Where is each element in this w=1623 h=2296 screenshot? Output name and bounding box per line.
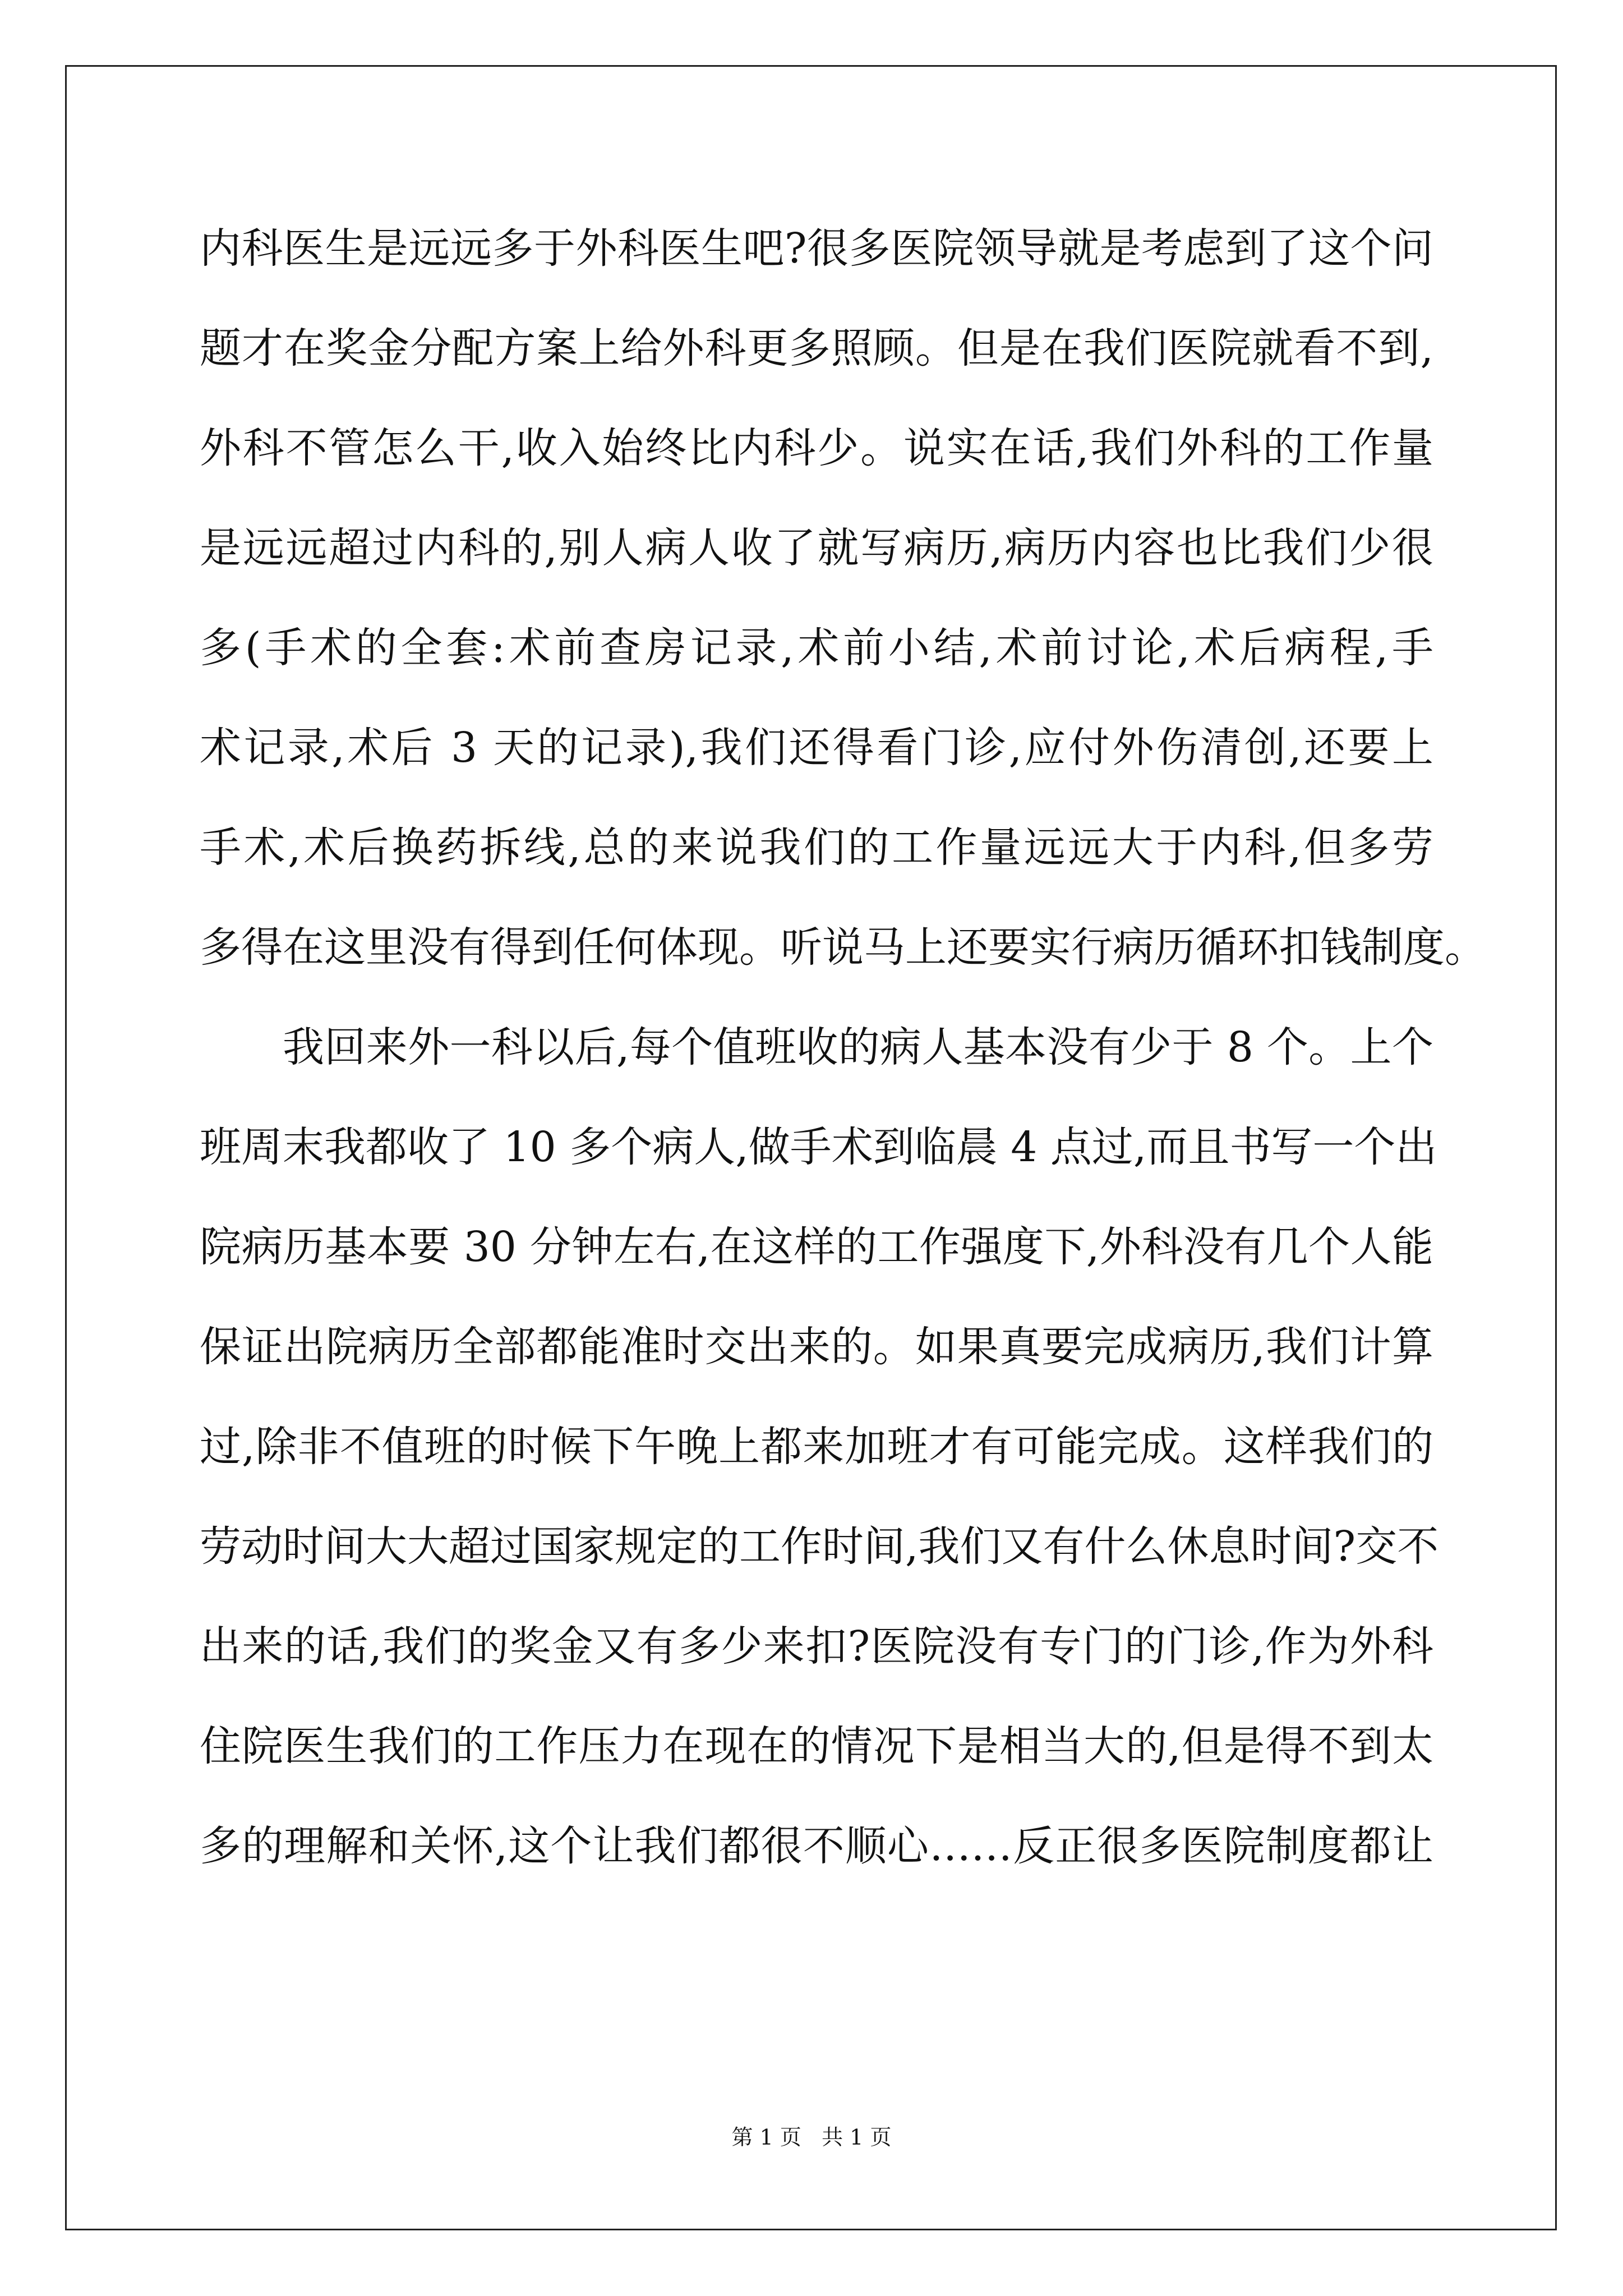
text-line: 术记录,术后 3 天的记录),我们还得看门诊,应付外伤清创,还要上 [200, 724, 1433, 772]
text-line: 手术,术后换药拆线,总的来说我们的工作量远远大于内科,但多劳 [200, 823, 1433, 872]
text-line: 院病历基本要 30 分钟左右,在这样的工作强度下,外科没有几个人能 [200, 1223, 1433, 1271]
page-number-footer: 第 1 页 共 1 页 [731, 2125, 892, 2150]
text-line: 过,除非不值班的时候下午晚上都来加班才有可能完成。这样我们的 [200, 1423, 1433, 1471]
text-line: 劳动时间大大超过国家规定的工作时间,我们又有什么休息时间?交不 [200, 1522, 1439, 1571]
text-line: 保证出院病历全部都能准时交出来的。如果真要完成病历,我们计算 [200, 1323, 1433, 1371]
text-line: 住院医生我们的工作压力在现在的情况下是相当大的,但是得不到太 [200, 1722, 1433, 1770]
text-line: 是远远超过内科的,别人病人收了就写病历,病历内容也比我们少很 [200, 524, 1433, 572]
text-line: 出来的话,我们的奖金又有多少来扣?医院没有专门的门诊,作为外科 [200, 1622, 1433, 1671]
text-line: 内科医生是远远多于外科医生吧?很多医院领导就是考虑到了这个问 [200, 224, 1433, 273]
text-line: 班周末我都收了 10 多个病人,做手术到临晨 4 点过,而且书写一个出 [200, 1123, 1437, 1171]
text-line: 多的理解和关怀,这个让我们都很不顺心……反正很多医院制度都让 [200, 1822, 1433, 1870]
paragraph-first-line: 我回来外一科以后,每个值班收的病人基本没有少于 8 个。上个 [283, 1023, 1433, 1071]
text-line: 多(手术的全套:术前查房记录,术前小结,术前讨论,术后病程,手 [200, 624, 1433, 672]
text-line: 多得在这里没有得到任何体现。听说马上还要实行病历循环扣钱制度。 [200, 923, 1486, 972]
text-line: 题才在奖金分配方案上给外科更多照顾。但是在我们医院就看不到, [200, 324, 1433, 372]
text-line: 外科不管怎么干,收入始终比内科少。说实在话,我们外科的工作量 [200, 424, 1433, 472]
